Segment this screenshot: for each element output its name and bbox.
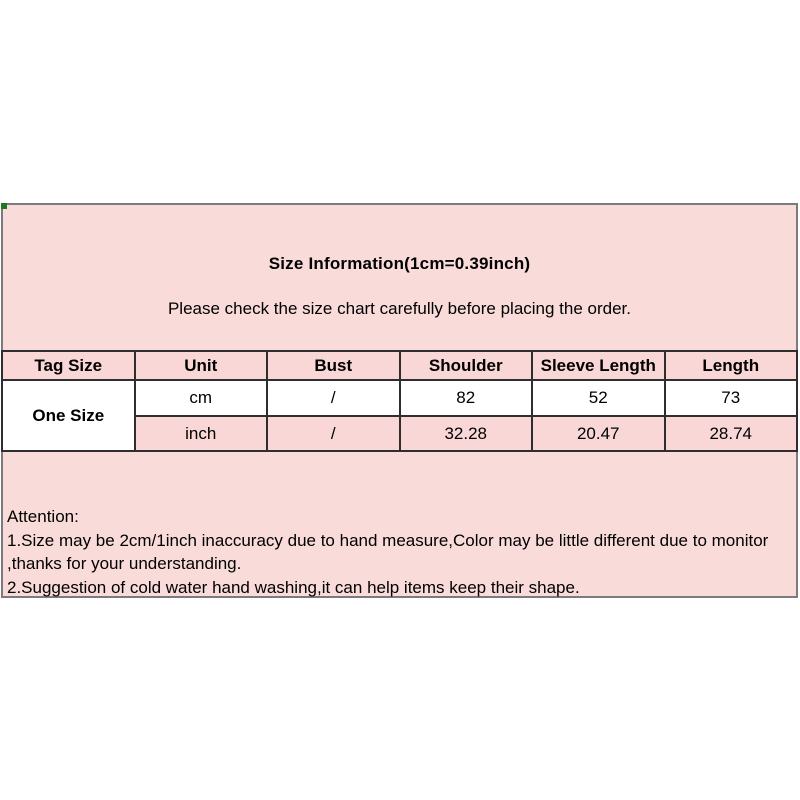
cm-unit-cell: cm [135, 380, 268, 416]
cm-shoulder-cell: 82 [400, 380, 533, 416]
col-header-unit: Unit [135, 351, 268, 380]
attention-note-1: 1.Size may be 2cm/1inch inaccuracy due to hand measure,Color may be little different due to monitor ,thanks for your understanding. [7, 530, 769, 573]
table-row-cm [2, 380, 797, 416]
attention-heading: Attention: [7, 507, 79, 526]
cm-length-cell: 73 [665, 380, 798, 416]
header-row [2, 351, 797, 380]
size-info-title: Size Information(1cm=0.39inch) [268, 254, 531, 273]
attention-block [7, 505, 769, 599]
inch-shoulder-cell: 32.28 [400, 416, 533, 451]
col-header-shoulder: Shoulder [400, 351, 533, 380]
attention-note-2: 2.Suggestion of cold water hand washing,it can help items keep their shape. [7, 577, 580, 597]
col-header-sleeve-length: Sleeve Length [532, 351, 665, 380]
tag-size-value: One Size [2, 380, 135, 451]
inch-sleeve-length-cell: 20.47 [532, 416, 665, 451]
inch-unit-cell: inch [135, 416, 268, 451]
cm-bust-cell: / [267, 380, 400, 416]
size-table-header [2, 351, 797, 380]
size-info-subtitle: Please check the size chart carefully before placing the order. [167, 299, 632, 318]
col-header-tag-size: Tag Size [2, 351, 135, 380]
inch-bust-cell: / [267, 416, 400, 451]
corner-artifact-mark [1, 203, 7, 209]
cm-sleeve-length-cell: 52 [532, 380, 665, 416]
col-header-bust: Bust [267, 351, 400, 380]
size-table [1, 350, 798, 452]
col-header-length: Length [665, 351, 798, 380]
inch-length-cell: 28.74 [665, 416, 798, 451]
size-info-panel [1, 203, 798, 598]
